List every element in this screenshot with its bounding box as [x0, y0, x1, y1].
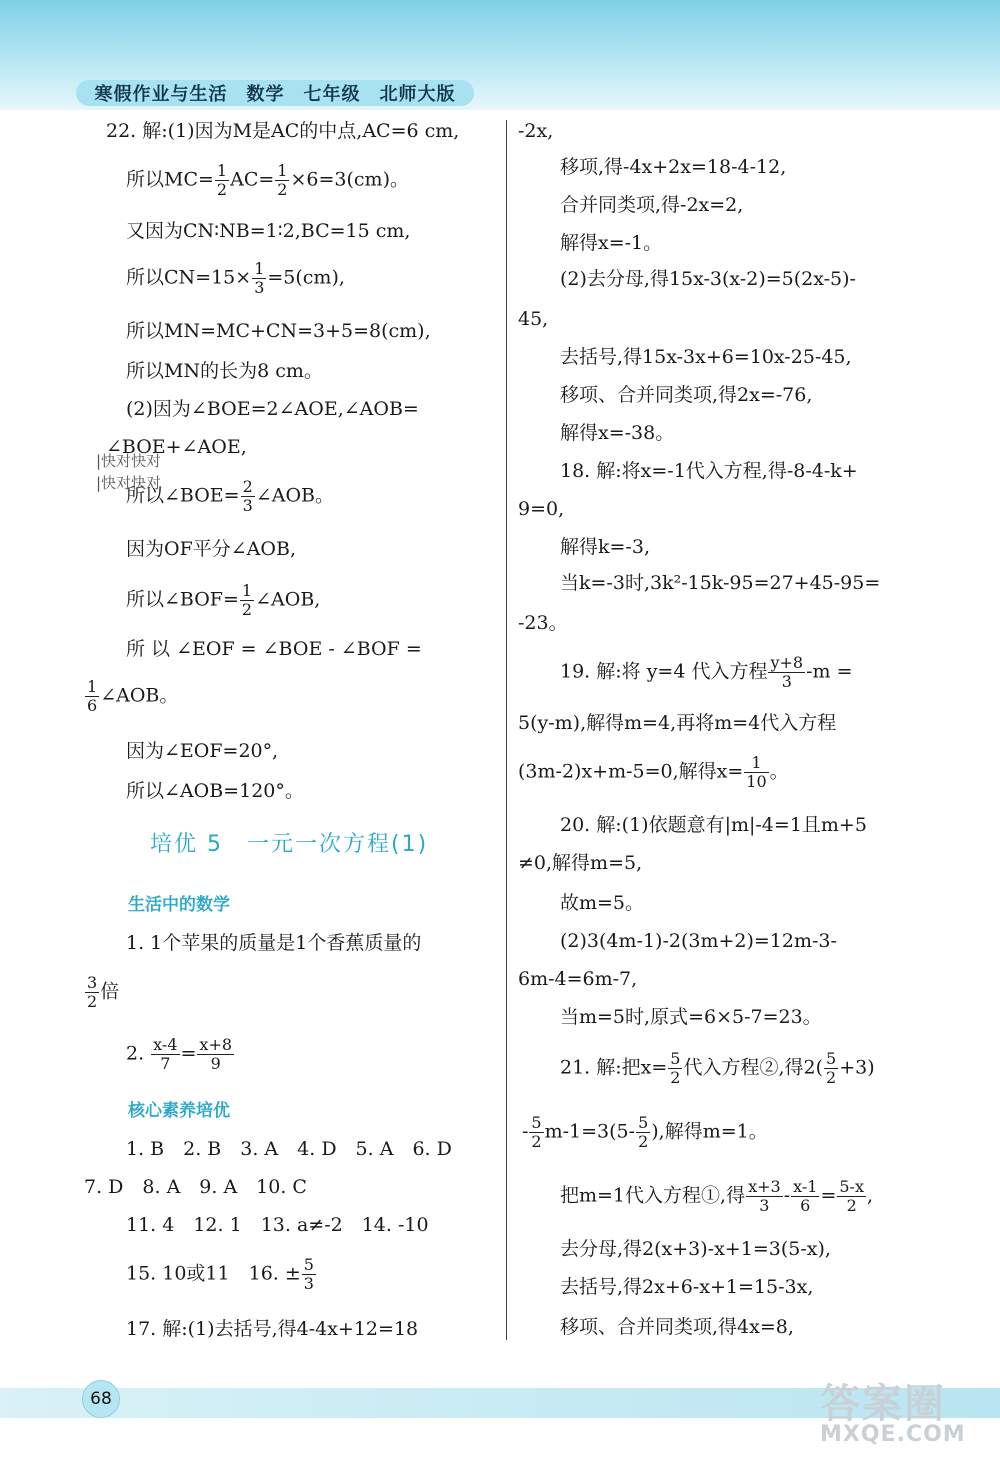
answer-line: 因为OF平分∠AOB,	[126, 538, 296, 560]
answer-line: 所 以 ∠EOF = ∠BOE - ∠BOF =	[126, 638, 422, 660]
answer-line: ∠BOE+∠AOE,	[106, 436, 247, 458]
answer-line: 5(y-m),解得m=4,再将m=4代入方程	[518, 712, 837, 734]
answer-line: 当m=5时,原式=6×5-7=23。	[560, 1006, 822, 1028]
answer-line: 解得x=-1。	[560, 232, 663, 254]
answer-line: 去分母,得2(x+3)-x+1=3(5-x),	[560, 1238, 831, 1260]
answer-line: 当k=-3时,3k²-15k-95=27+45-95=	[560, 572, 881, 594]
answer-line: 所以∠BOF= $\frac{1}{2}$ ∠AOB,	[126, 581, 321, 619]
answer-line: (3m-2)x+m-5=0,解得x= $\frac{1}{10}$ 。	[518, 753, 789, 791]
answer-line: 把m=1代入方程①,得 $\frac{x+3}{3}$ - $\frac{x-1}{6}$ = $\frac{5-x}{2}$ ,	[560, 1177, 874, 1215]
answer-line: 45,	[518, 308, 549, 330]
answer-line: 所以MC= $\frac{1}{2}$ AC= $\frac{1}{2}$ ×6=3(cm)。	[126, 161, 409, 199]
answer-line: 1. 1个苹果的质量是1个香蕉质量的	[126, 932, 422, 954]
answer-line: 去括号,得15x-3x+6=10x-25-45,	[560, 346, 852, 368]
fraction: $\frac{1}{2}$	[277, 161, 288, 199]
fraction: $\frac{1}{10}$	[746, 753, 767, 791]
answer-line: (2)去分母,得15x-3(x-2)=5(2x-5)-	[560, 268, 856, 290]
answer-line: ≠0,解得m=5,	[518, 852, 643, 874]
answer-line: 因为∠EOF=20°,	[126, 740, 279, 762]
watermark-logo: 答案圈	[820, 1381, 946, 1427]
answer-line: 17. 解:(1)去括号,得4-4x+12=18	[126, 1318, 419, 1340]
answer-line: 解得k=-3,	[560, 536, 650, 558]
answer-line: 7. D 8. A 9. A 10. C	[84, 1176, 307, 1198]
answer-line: 移项,得-4x+2x=18-4-12,	[560, 156, 787, 178]
answer-line: (2)3(4m-1)-2(3m+2)=12m-3-	[560, 930, 837, 952]
answer-line: 所以MN=MC+CN=3+5=8(cm),	[126, 320, 431, 342]
answer-line: (2)因为∠BOE=2∠AOE,∠AOB=	[126, 398, 419, 420]
answer-line: 解得x=-38。	[560, 422, 675, 444]
fraction: $\frac{x+8}{9}$	[199, 1035, 233, 1073]
answer-line: 合并同类项,得-2x=2,	[560, 194, 744, 216]
answer-line: 9=0,	[518, 498, 565, 520]
answer-line: -23。	[518, 612, 568, 634]
column-divider	[506, 120, 507, 1340]
answer-line: $\frac{1}{6}$ ∠AOB。	[87, 677, 179, 715]
fraction: $\frac{5}{2}$	[638, 1113, 649, 1151]
answer-line: 21. 解:把x= $\frac{5}{2}$ 代入方程②,得2( $\frac{5}{2}$ +3)	[560, 1049, 875, 1087]
answer-line: 18. 解:将x=-1代入方程,得-8-4-k+	[560, 460, 858, 482]
fraction: $\frac{5-x}{2}$	[839, 1177, 864, 1215]
page-number: 68	[82, 1380, 120, 1418]
answer-line: 20. 解:(1)依题意有|m|-4=1且m+5	[560, 814, 867, 836]
answer-line: 移项、合并同类项,得4x=8,	[560, 1316, 794, 1338]
answer-line: 6m-4=6m-7,	[518, 968, 638, 990]
answer-line: 所以∠BOE= $\frac{2}{3}$ ∠AOB。	[126, 477, 334, 515]
subsection-title: 核心素养培优	[128, 1101, 230, 1121]
answer-line: 所以MN的长为8 cm。	[126, 360, 323, 382]
fraction: $\frac{x+3}{3}$	[748, 1177, 781, 1215]
answer-line: 11. 4 12. 1 13. a≠-2 14. -10	[126, 1214, 429, 1236]
answer-line: $\frac{3}{2}$ 倍	[87, 973, 120, 1011]
answer-line: 又因为CN∶NB=1∶2,BC=15 cm,	[126, 220, 411, 242]
fraction: $\frac{2}{3}$	[242, 477, 253, 515]
book-title: 寒假作业与生活 数学 七年级 北师大版	[76, 80, 474, 106]
fraction: $\frac{y+8}{3}$	[770, 653, 804, 691]
answer-line: 故m=5。	[560, 892, 645, 914]
fraction: $\frac{5}{3}$	[303, 1255, 314, 1293]
answer-line: 去括号,得2x+6-x+1=15-3x,	[560, 1276, 814, 1298]
fraction: $\frac{1}{3}$	[254, 259, 265, 297]
subsection-title: 生活中的数学	[128, 895, 230, 915]
fraction: $\frac{1}{2}$	[216, 161, 228, 199]
fraction: $\frac{1}{2}$	[241, 581, 253, 619]
answer-line: 移项、合并同类项,得2x=-76,	[560, 384, 813, 406]
answer-line: 19. 解:将 y=4 代入方程 $\frac{y+8}{3}$ -m =	[560, 653, 853, 691]
answer-line: 所以∠AOB=120°。	[126, 780, 304, 802]
answer-line: 所以CN=15× $\frac{1}{3}$ =5(cm),	[126, 259, 345, 297]
section-title: 培优 5 一元一次方程(1)	[150, 832, 429, 857]
fraction: $\frac{3}{2}$	[87, 973, 98, 1011]
fraction: $\frac{x-1}{6}$	[793, 1177, 818, 1215]
answer-line: 1. B 2. B 3. A 4. D 5. A 6. D	[126, 1138, 452, 1160]
answer-line: - $\frac{5}{2}$ m-1=3(5- $\frac{5}{2}$ ),解得m=1。	[522, 1113, 768, 1151]
fraction: $\frac{1}{6}$	[87, 677, 98, 715]
fraction: $\frac{5}{2}$	[531, 1113, 542, 1151]
answer-line: 15. 10或11 16. ± $\frac{5}{3}$	[126, 1255, 314, 1293]
fraction: $\frac{x-4}{7}$	[153, 1035, 178, 1073]
handwritten-note: |快对快对	[96, 452, 162, 470]
watermark-url: MXQE.COM	[820, 1422, 966, 1447]
answer-line: -2x,	[518, 120, 554, 142]
fraction: $\frac{5}{2}$	[826, 1049, 837, 1087]
fraction: $\frac{5}{2}$	[670, 1049, 681, 1087]
answer-line: 2. $\frac{x-4}{7}$ = $\frac{x+8}{9}$	[126, 1035, 233, 1073]
handwritten-note: |快对快对	[96, 474, 162, 492]
answer-line: 22. 解:(1)因为M是AC的中点,AC=6 cm,	[106, 120, 460, 142]
